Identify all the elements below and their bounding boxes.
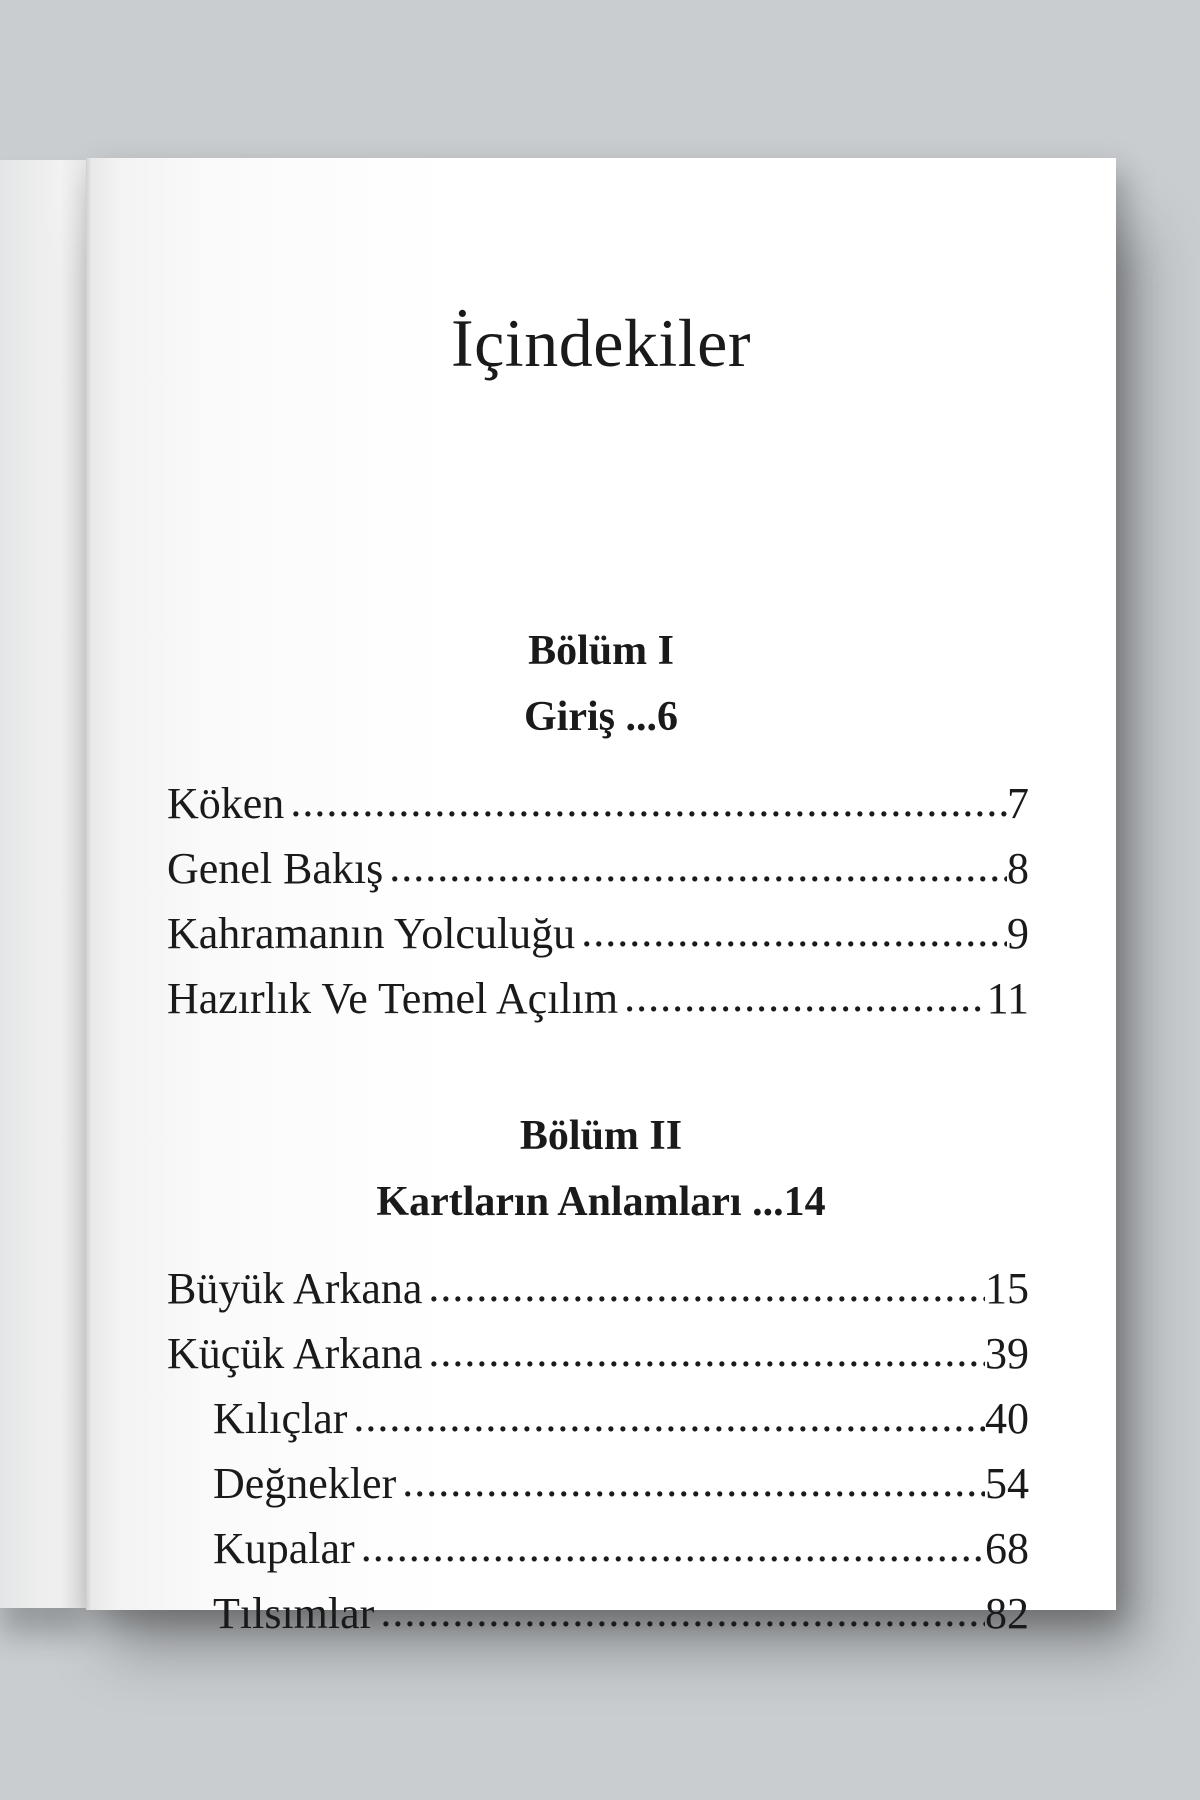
section-1-part: Bölüm I xyxy=(528,628,674,674)
section-2-part: Bölüm II xyxy=(519,1113,683,1159)
dot-leader xyxy=(347,1393,985,1442)
entry-label: Genel Bakış xyxy=(167,844,384,893)
toc-title: İçindekiler xyxy=(450,304,751,381)
section-2-entries xyxy=(167,1263,1029,1653)
toc-entry-degnekler xyxy=(167,1458,1029,1523)
entry-page-number: 11 xyxy=(986,974,1029,1023)
toc-entry-kucuk-arkana xyxy=(167,1328,1029,1393)
toc-entry-kiliclar xyxy=(167,1393,1029,1458)
dot-leader xyxy=(422,1328,985,1377)
dot-leader xyxy=(618,973,987,1022)
entry-page-number: 7 xyxy=(1007,779,1029,828)
entry-page-number: 39 xyxy=(985,1329,1029,1378)
toc-entry-kupalar xyxy=(167,1523,1029,1588)
toc-entry-hazirlik xyxy=(167,973,1029,1038)
book-page xyxy=(86,158,1116,1638)
toc-entry-koken xyxy=(167,778,1029,843)
entry-label: Köken xyxy=(167,779,285,828)
dot-leader xyxy=(284,778,1007,827)
dot-leader xyxy=(422,1263,985,1312)
entry-page-number: 40 xyxy=(985,1394,1029,1443)
toc-entry-tilsimlar xyxy=(167,1588,1029,1653)
entry-page-number: 9 xyxy=(1007,909,1029,958)
section-1-title: Giriş ...6 xyxy=(524,694,678,740)
entry-label: Kılıçlar xyxy=(213,1394,348,1443)
dot-leader xyxy=(396,1458,985,1507)
section-2-heading xyxy=(86,1103,1116,1235)
dot-leader xyxy=(575,908,1007,957)
entry-label: Hazırlık Ve Temel Açılım xyxy=(167,974,619,1023)
entry-page-number: 54 xyxy=(985,1459,1029,1508)
dot-leader xyxy=(374,1588,985,1637)
section-2-title: Kartların Anlamları ...14 xyxy=(376,1179,826,1225)
section-1-heading xyxy=(86,618,1116,750)
toc-entry-buyuk-arkana xyxy=(167,1263,1029,1328)
entry-page-number: 8 xyxy=(1007,844,1029,893)
dot-leader xyxy=(355,1523,985,1572)
entry-label: Kupalar xyxy=(213,1524,355,1573)
facing-page xyxy=(0,160,86,1608)
entry-label: Tılsımlar xyxy=(213,1589,375,1638)
toc-entry-genel-bakis xyxy=(167,843,1029,908)
entry-label: Kahramanın Yolculuğu xyxy=(167,909,576,958)
entry-page-number: 15 xyxy=(985,1264,1029,1313)
entry-label: Küçük Arkana xyxy=(167,1329,423,1378)
section-1-entries xyxy=(167,778,1029,1038)
dot-leader xyxy=(383,843,1007,892)
entry-label: Büyük Arkana xyxy=(167,1264,423,1313)
entry-page-number: 82 xyxy=(985,1589,1029,1638)
entry-page-number: 68 xyxy=(985,1524,1029,1573)
entry-label: Değnekler xyxy=(213,1459,397,1508)
toc-entry-kahramanin-yolculugu xyxy=(167,908,1029,973)
